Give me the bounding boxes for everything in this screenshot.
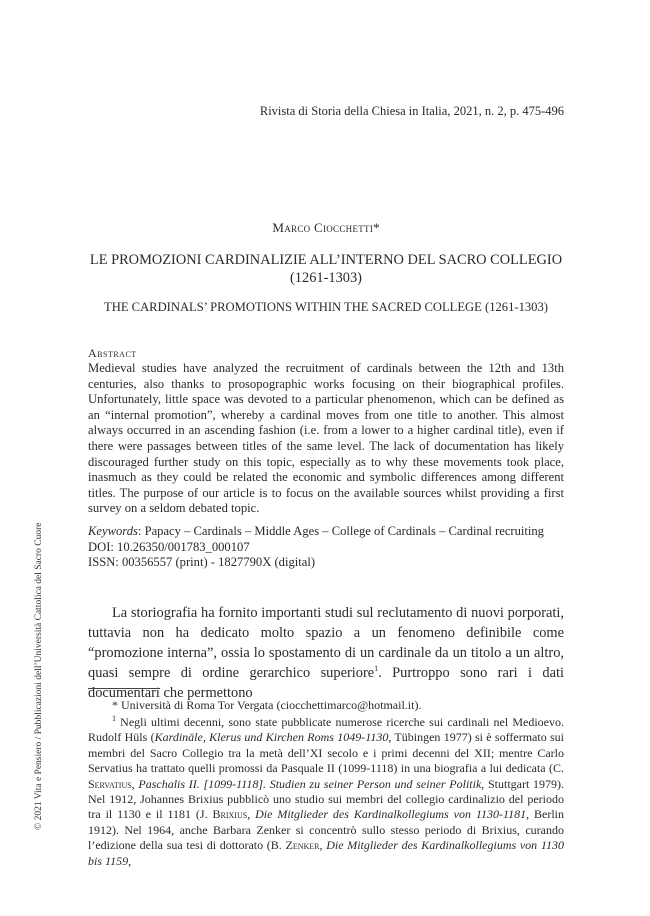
fn1-text: , bbox=[247, 807, 256, 822]
body-text-part2: . Purtroppo sono rari i dati documentari che permettono bbox=[88, 665, 564, 701]
title-italian-line1: LE PROMOZIONI CARDINALIZIE ALL’INTERNO DEL SACRO COLLEGIO bbox=[89, 252, 563, 268]
article-title-italian bbox=[88, 251, 564, 287]
fn1-text: Negli ultimi decenni, sono state pubblicate numerose ricerche sui cardinali nel Medioevo. Rudolf Hüls ( bbox=[88, 715, 564, 745]
doi-line: DOI: 10.26350/001783_000107 bbox=[88, 539, 250, 554]
fn1-author-name: Zenker bbox=[285, 838, 320, 853]
body-text-part1: La storiografia ha fornito importanti studi sul reclutamento di nuovi porporati, tuttavia non ha dedicato molto spazio a un fenomeno definibile come “promozione interna”, ossia lo spostamento di un cardinale da un titolo a un altro, quasi sempre di ordine gerarchico superiore bbox=[88, 605, 564, 681]
author-footnote-marker: * bbox=[373, 220, 380, 235]
author-name: Marco Ciocchetti bbox=[272, 220, 374, 235]
fn1-citation-title: Kardinäle, Klerus und Kirchen Roms 1049-1130 bbox=[154, 730, 389, 745]
fn1-text: , bbox=[131, 776, 139, 791]
title-italian-line2: (1261-1303) bbox=[290, 270, 362, 286]
footnote-1 bbox=[88, 715, 564, 869]
article-metadata bbox=[88, 524, 564, 571]
keywords-text: : Papacy – Cardinals – Middle Ages – College of Cardinals – Cardinal recruiting bbox=[137, 524, 544, 538]
footnote-ref-1[interactable]: 1 bbox=[374, 664, 379, 674]
author-line bbox=[88, 220, 564, 236]
journal-header: Rivista di Storia della Chiesa in Italia, 2021, n. 2, p. 475-496 bbox=[259, 104, 564, 118]
footnote-1-number: 1 bbox=[112, 714, 116, 723]
issn-line: ISSN: 00356557 (print) - 1827790X (digital) bbox=[88, 555, 316, 570]
fn1-text: , bbox=[319, 838, 327, 853]
footnote-separator bbox=[88, 688, 160, 689]
fn1-citation-title: Die Mitglieder des Kardinalkollegiums von 1130-1181 bbox=[255, 807, 527, 822]
copyright-sidebar: © 2021 Vita e Pensiero / Pubblicazioni dell’Università Cattolica del Sacro Cuore bbox=[34, 522, 44, 830]
fn1-author-name: Brixius bbox=[212, 807, 248, 822]
fn1-text: , Stuttgart 1979). Nel 1912, Johannes Brixius pubblicò uno studio sui membri del collegio cardinalizio del periodo tra il 1130 e il 1181 (J. bbox=[88, 776, 565, 822]
fn1-author-name: Servatius bbox=[88, 776, 132, 791]
article-title-english: THE CARDINALS’ PROMOTIONS WITHIN THE SACRED COLLEGE (1261-1303) bbox=[104, 300, 548, 314]
abstract-heading: Abstract bbox=[88, 346, 137, 360]
fn1-citation-title: Die Mitglieder des Kardinalkollegiums von 1130 bis 1159 bbox=[88, 838, 564, 868]
fn1-citation-title: Paschalis II. [1099-1118]. Studien zu seiner Person und seiner Politik bbox=[138, 776, 482, 791]
footnote-author-affiliation: * Università di Roma Tor Vergata (ciocchettimarco@hotmail.it). bbox=[112, 698, 422, 712]
keywords-label: Keywords bbox=[88, 524, 138, 538]
fn1-text: , bbox=[128, 853, 132, 868]
fn1-text: , Berlin 1912). Nel 1964, anche Barbara Zenker si concentrò sullo stesso periodo di Brixius, curando l’edizione della sua tesi di dottorato (B. bbox=[88, 807, 565, 853]
keywords-line bbox=[88, 524, 564, 540]
fn1-text: , Tübingen 1977) si è soffermato sui membri del Sacro Collegio tra la metà dell’XI secolo e i primi decenni del XII; mentre Carlo Servatius ha trattato quelli promossi da Pasquale II (1099-1118) in una biografia a lui dedicata (C. bbox=[88, 730, 564, 776]
abstract-text: Medieval studies have analyzed the recruitment of cardinals between the 12th and 13th centuries, also thanks to prosopographic works focusing on their biographical profiles. Unfortunately, little space was devoted to a particular phenomenon, which can be defined as an “internal promotion”, whereby a cardinal moves from one title to another. This almost always occurred in an ascending fashion (i.e. from a lower to a higher cardinal title), even if there were passages between titles of the same level. The lack of documentation has likely discouraged further study on this topic, especially as to why these movements took place, inasmuch as they could be related the economic and symbolic differences among different titles. The purpose of our article is to focus on the available sources whilst providing a first survey on a seldom debated topic. bbox=[88, 361, 564, 516]
